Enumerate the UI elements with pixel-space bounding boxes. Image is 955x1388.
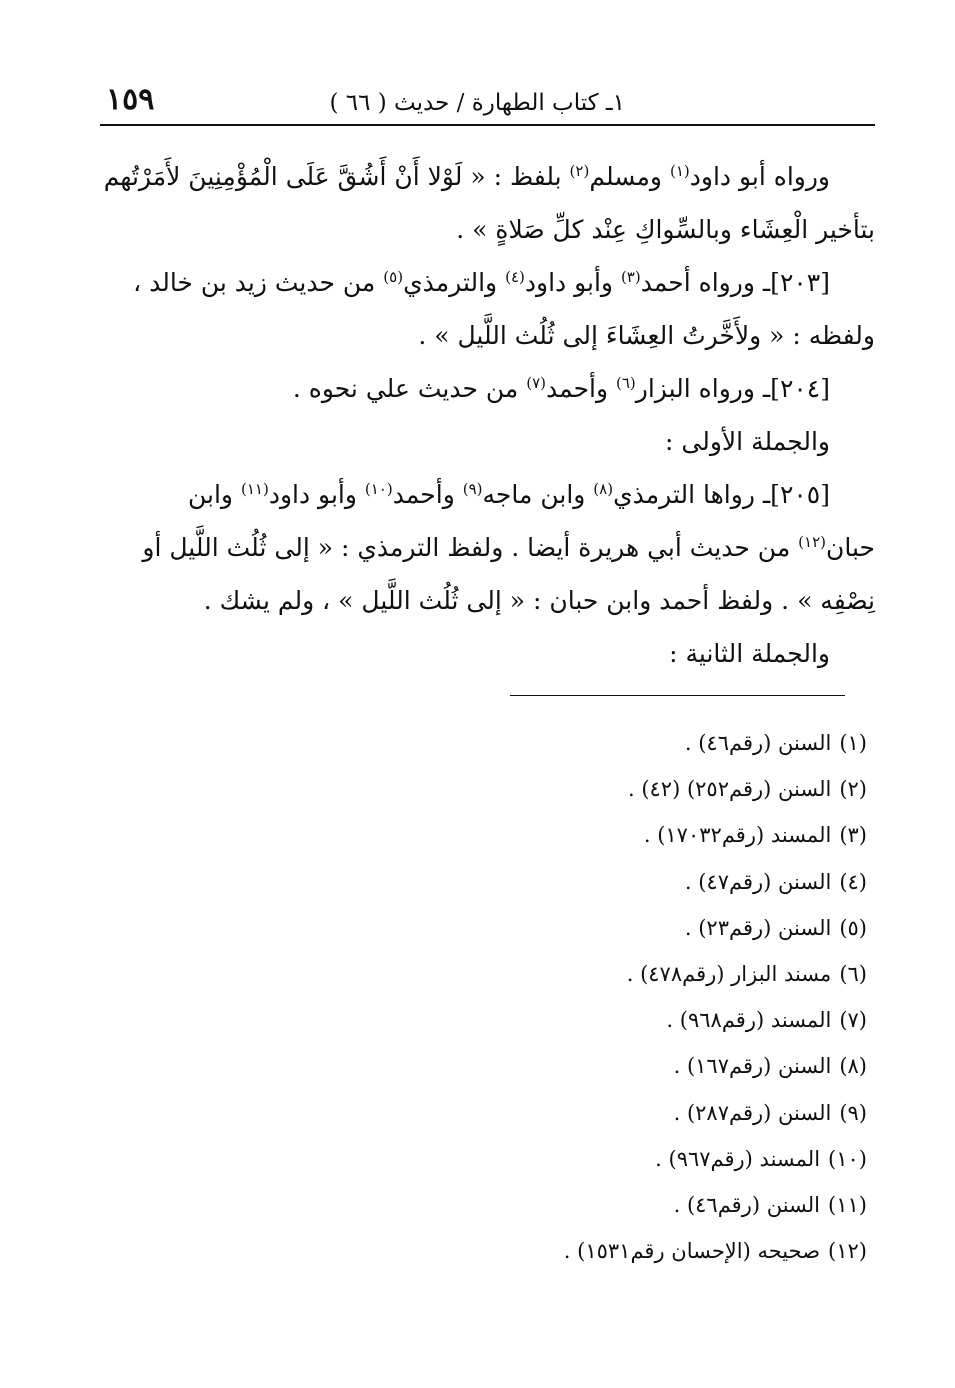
text-segment: وأبو داود: [524, 268, 621, 297]
footnote-text: السنن (رقم٤٦) .: [673, 1192, 821, 1217]
text-segment: وابن: [188, 480, 241, 509]
text-line: [100, 362, 875, 415]
text-line: [100, 256, 875, 309]
page-header: [100, 82, 875, 126]
book-page: [100, 70, 875, 1320]
footnote-marker[interactable]: (١١): [240, 480, 269, 498]
footnote-text: المسند (رقم٩٦٨) .: [666, 1008, 832, 1033]
text-segment: والترمذي: [403, 268, 506, 297]
text-segment: وابن ماجه: [482, 480, 594, 509]
text-line: [100, 468, 875, 521]
footnote-text: السنن (رقم٤٦) .: [684, 731, 832, 755]
footnote-marker[interactable]: (٥): [383, 268, 404, 286]
footnote-item: [100, 812, 867, 858]
text-segment: حبان: [826, 533, 875, 562]
text-line: [100, 521, 875, 574]
text-segment: والجملة الثانية :: [669, 639, 830, 668]
footnote-number: (١١): [828, 1192, 867, 1217]
footnote-text: المسند (رقم١٧٠٣٢) .: [643, 823, 832, 848]
text-segment: [٢٠٥]ـ رواها الترمذي: [613, 480, 830, 509]
footnote-number: (٤): [839, 869, 867, 894]
footnote-marker[interactable]: (١٢): [798, 533, 827, 551]
text-line: [100, 309, 875, 362]
footnote-item: [100, 766, 867, 812]
footnote-text: السنن (رقم١٦٧) .: [673, 1054, 832, 1079]
footnote-number: (٩): [839, 1100, 867, 1125]
footnote-item: [100, 1136, 867, 1182]
text-segment: ومسلم: [589, 162, 670, 191]
text-segment: نِصْفِه » . ولفظ أحمد وابن حبان : « إلى ثُلُث اللَّيل » ، ولم يشك .: [203, 586, 875, 615]
footnote-item: [100, 1228, 867, 1274]
text-segment: بتأخير الْعِشَاء وبالسِّواكِ عِنْد كلِّ صَلاةٍ » .: [456, 215, 875, 244]
footnote-text: السنن (رقم٢٣) .: [684, 915, 832, 940]
footnote-number: (١٠): [828, 1146, 867, 1171]
footnote-item: [100, 1182, 867, 1228]
footnotes: [100, 720, 867, 1274]
text-segment: ورواه أبو داود: [689, 162, 830, 191]
footnote-number: (١): [839, 731, 867, 755]
footnote-number: (٣): [839, 823, 867, 848]
footnote-marker[interactable]: (٧): [526, 374, 546, 392]
text-segment: من حديث علي نحوه .: [292, 374, 527, 403]
footnote-number: (٢): [839, 777, 867, 802]
text-line: [100, 627, 875, 680]
main-text: [100, 150, 875, 680]
text-segment: من حديث أبي هريرة أيضا . ولفظ الترمذي : « إلى ثُلُث اللَّيل أو: [142, 533, 799, 562]
footnote-item: [100, 997, 867, 1043]
text-line: [100, 574, 875, 627]
footnote-text: مسند البزار (رقم٤٧٨) .: [626, 961, 832, 986]
footnote-number: (٥): [839, 915, 867, 940]
footnote-text: السنن (رقم٢٥٢) (٤٢) .: [627, 777, 832, 802]
footnote-item: [100, 1043, 867, 1089]
footnote-marker[interactable]: (٣): [620, 268, 641, 286]
footnote-marker[interactable]: (١٠): [364, 480, 393, 498]
footnote-text: السنن (رقم٢٨٧) .: [673, 1100, 832, 1125]
page-number: ١٥٩: [106, 82, 155, 117]
text-line: [100, 415, 875, 468]
text-segment: ولفظه : « ولأَخَّرتُ العِشَاءَ إلى ثُلُث اللَّيل » .: [418, 321, 875, 350]
footnote-item: [100, 905, 867, 951]
footnote-marker[interactable]: (١): [669, 162, 690, 180]
text-line: [100, 203, 875, 256]
footnote-number: (١٢): [828, 1239, 867, 1264]
footnote-item: [100, 859, 867, 905]
text-line: [100, 150, 875, 203]
footnote-marker[interactable]: (٢): [569, 162, 590, 180]
footnote-text: المسند (رقم٩٦٧) .: [655, 1146, 821, 1171]
footnote-item: [100, 720, 867, 766]
text-segment: من حديث زيد بن خالد ،: [133, 268, 384, 297]
footnote-number: (٦): [839, 961, 867, 986]
footnote-number: (٧): [839, 1008, 867, 1033]
footnote-marker[interactable]: (٨): [593, 480, 614, 498]
footnote-item: [100, 951, 867, 997]
text-segment: [٢٠٣]ـ ورواه أحمد: [640, 268, 830, 297]
text-segment: وأبو داود: [268, 480, 365, 509]
text-segment: وأحمد: [546, 374, 616, 403]
footnote-marker[interactable]: (٤): [505, 268, 525, 286]
footnote-text: السنن (رقم٤٧) .: [684, 869, 832, 894]
running-title: ١ـ كتاب الطهارة / حديث ( ٦٦ ): [329, 90, 625, 116]
text-segment: والجملة الأولى :: [665, 427, 830, 456]
text-segment: وأحمد: [392, 480, 463, 509]
footnote-item: [100, 1090, 867, 1136]
text-segment: [٢٠٤]ـ ورواه البزار: [635, 374, 830, 403]
footnote-divider: [510, 695, 845, 696]
footnote-marker[interactable]: (٩): [462, 480, 483, 498]
footnote-number: (٨): [839, 1054, 867, 1079]
footnote-marker[interactable]: (٦): [616, 374, 636, 392]
footnote-text: صحيحه (الإحسان رقم١٥٣١) .: [563, 1239, 821, 1264]
text-segment: بلفظ : « لَوْلا أَنْ أَشُقَّ عَلَى الْمُؤْمِنِينَ لأَمَرْتُهم: [103, 162, 570, 191]
